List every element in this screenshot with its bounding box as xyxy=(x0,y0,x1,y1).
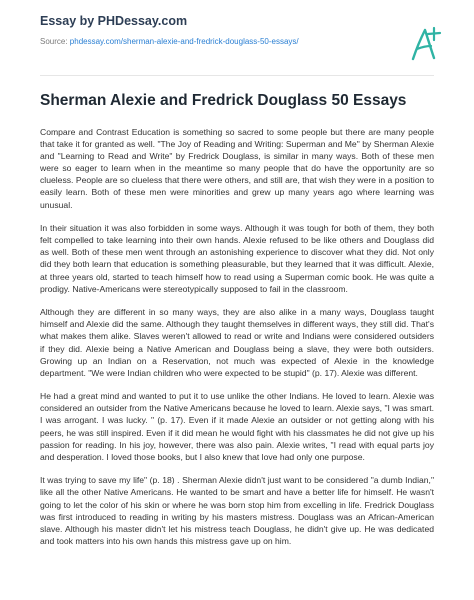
header-divider xyxy=(40,75,434,76)
site-brand[interactable]: Essay by PHDessay.com xyxy=(40,14,188,28)
essay-body xyxy=(40,126,434,600)
essay-paragraph: Although they are different in so many ways, they are also alike in a many ways, Douglass taught himself and Alexie did the same. Although they taught themselves in different ways, they still did. That's what makes them alike. Slaves weren't allowed to read or write and Indians were considered outsiders if they did. Alexie being a Native American and Douglass being a slave, they were both outsiders. Growing up an Indian on a Reservation, not much was expected of Alexie in the knowledge department. "We were Indian children who were expected to be stupid" (p. 17). Alexie was different. xyxy=(40,307,434,378)
essay-paragraph: He had a great mind and wanted to put it to use unlike the other Indians. He loved to learn. Alexie was considered an outsider from the Native Americans because he loved to learn. Alexie says, "I was smart. I was arrogant. I was lucky. " (p. 17). Even if it made Alexie an outsider or not getting along with his peers, he was still inspired. Even if it did mean he would fight with his classmates he did not give up his passion for reading. In his joy, however, there was also pain. Alexie writes, "I read with equal parts joy and desperation. I loved those books, but I also knew that love had only one purpose. xyxy=(40,391,434,462)
source-label: Source: xyxy=(40,37,70,46)
bottom-fade-overlay xyxy=(0,574,474,600)
essay-paragraph: It was trying to save my life" (p. 18) . Sherman Alexie didn't just want to be considered "a dumb Indian," like all the other Native Americans. He wanted to be smart and have a better life for himself. He wasn't going to let the color of his skin or where he was born stop him from excelling in life. Fredrick Douglass was first introduced to reading in writing by his masters mistress. Douglass was an African-American slave. Although his master didn't let his mistress teach Douglass, he didn't give up. He was dedicated and took matters into his own hands this mistress gave up on him. xyxy=(40,475,434,546)
essay-title: Sherman Alexie and Fredrick Douglass 50 Essays xyxy=(40,92,407,109)
source-link[interactable]: phdessay.com/sherman-alexie-and-fredrick-douglass-50-essays/ xyxy=(69,37,299,46)
source-line xyxy=(40,37,440,47)
essay-paragraph: In their situation it was also forbidden in some ways. Although it was tough for both of them, they both felt compelled to take learning into their own hands. Alexie refused to be like others and Douglass did as well. Both of these men went through an astonishing experience to discover what they did. Not only did they both learn that education is something pleasurable, but they learned that it was difficult. Alexie, at three years old, started to teach himself how to read using a Superman comic book. He was quite a prodigy. Native-Americans were stereotypically supposed to fail in the classroom. xyxy=(40,223,434,294)
a-plus-grade-icon xyxy=(410,24,442,62)
essay-header xyxy=(40,14,440,47)
essay-paragraph: Compare and Contrast Education is something so sacred to some people but there are many people that take it for granted as well. "The Joy of Reading and Writing: Superman and Me" by Sherman Alexie and "Learning to Read and Write" by Fredrick Douglass, is similar in many ways. Both of these men were so eager to learn when in the meantime so many people that do have the opportunity are so clueless. People are so clueless that there were others, and still are, that wish they were in a position to easily learn. Both of these men were minorities and grew up many years ago where learning was unusual. xyxy=(40,127,434,210)
